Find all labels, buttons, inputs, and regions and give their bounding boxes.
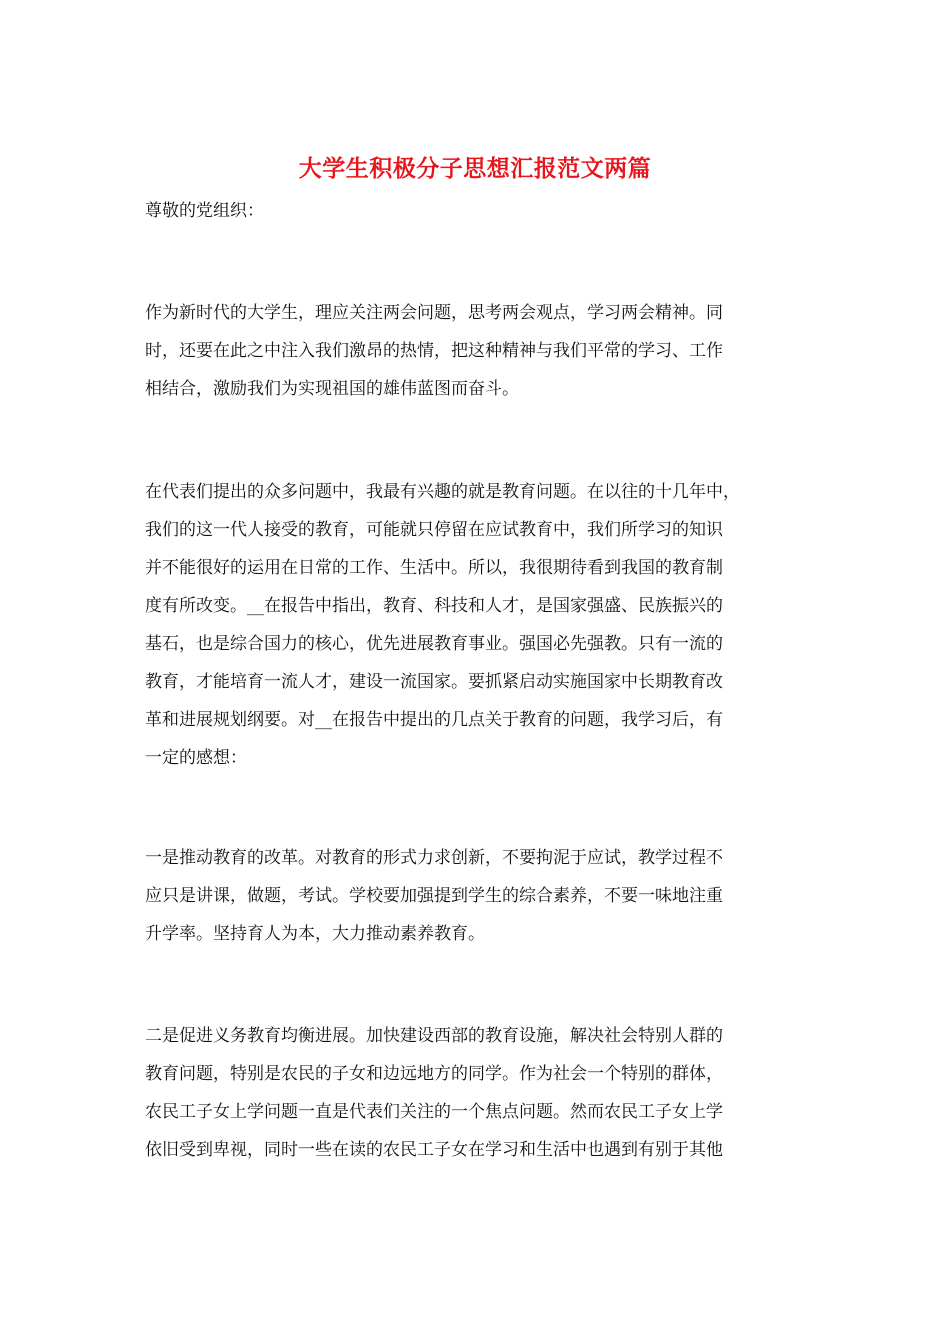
paragraph-line: 一是推动教育的改革。对教育的形式力求创新，不要拘泥于应试，教学过程不 (145, 848, 723, 868)
paragraph-line: 一定的感想： (145, 748, 247, 768)
document-title: 大学生积极分子思想汇报范文两篇 (298, 155, 652, 182)
paragraph-line: 二是促进义务教育均衡进展。加快建设西部的教育设施，解决社会特别人群的 (145, 1026, 723, 1046)
paragraph-line: 并不能很好的运用在日常的工作、生活中。所以，我很期待看到我国的教育制 (145, 558, 723, 578)
paragraph-line: 教育问题，特别是农民的子女和边远地方的同学。作为社会一个特别的群体， (145, 1064, 723, 1084)
paragraph-line: 在代表们提出的众多问题中，我最有兴趣的就是教育问题。在以往的十几年中， (145, 482, 740, 502)
paragraph-line: 作为新时代的大学生，理应关注两会问题，思考两会观点，学习两会精神。同 (145, 303, 723, 323)
paragraph-line: 依旧受到卑视，同时一些在读的农民工子女在学习和生活中也遇到有别于其他 (145, 1140, 723, 1160)
paragraph-line: 相结合，激励我们为实现祖国的雄伟蓝图而奋斗。 (145, 379, 519, 399)
paragraph-line: 度有所改变。__在报告中指出，教育、科技和人才，是国家强盛、民族振兴的 (145, 596, 723, 616)
paragraph-line: 升学率。坚持育人为本，大力推动素养教育。 (145, 924, 485, 944)
paragraph-line: 农民工子女上学问题一直是代表们关注的一个焦点问题。然而农民工子女上学 (145, 1102, 723, 1122)
salutation: 尊敬的党组织： (145, 201, 264, 221)
paragraph-line: 基石，也是综合国力的核心，优先进展教育事业。强国必先强教。只有一流的 (145, 634, 723, 654)
paragraph-line: 我们的这一代人接受的教育，可能就只停留在应试教育中，我们所学习的知识 (145, 520, 723, 540)
paragraph-line: 应只是讲课，做题，考试。学校要加强提到学生的综合素养，不要一味地注重 (145, 886, 723, 906)
paragraph-line: 革和进展规划纲要。对__在报告中提出的几点关于教育的问题，我学习后，有 (145, 710, 723, 730)
paragraph-line: 时，还要在此之中注入我们激昂的热情，把这种精神与我们平常的学习、工作 (145, 341, 723, 361)
paragraph-line: 教育，才能培育一流人才，建设一流国家。要抓紧启动实施国家中长期教育改 (145, 672, 723, 692)
